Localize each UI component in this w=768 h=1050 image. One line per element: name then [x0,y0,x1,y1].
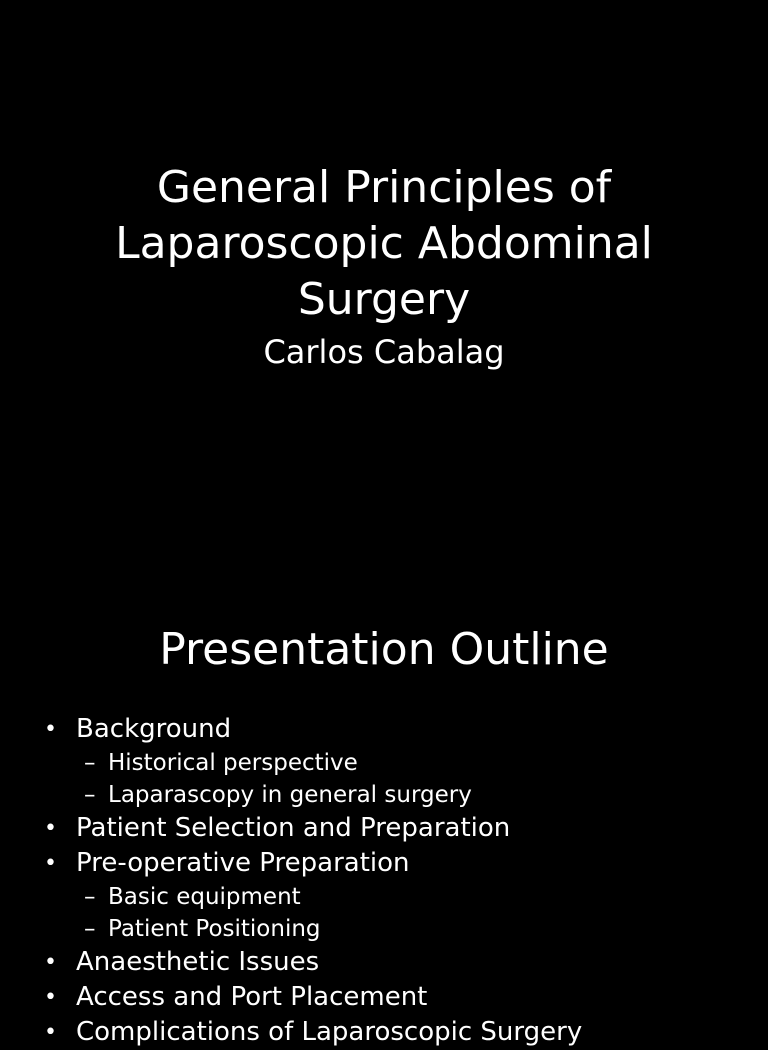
outline-bullet-item [0,811,768,846]
bullet-marker: • [44,816,57,841]
slide-title-line: Surgery [297,274,471,325]
outline-sub-item [0,881,768,913]
outline-bullet-item [0,846,768,881]
outline-sub-item [0,913,768,945]
outline-item-text: Historical perspective [108,750,358,776]
outline-bullet-item [0,712,768,747]
outline-item-text: Basic equipment [108,884,301,910]
outline-bullet-item [0,945,768,980]
outline-item-text: Access and Port Placement [76,982,428,1012]
bullet-marker: • [44,985,57,1010]
slide-title-line: General Principles of [156,162,612,213]
outline-bullet-item [0,1015,768,1050]
outline-item-text: Anaesthetic Issues [76,947,320,977]
outline-item-text: Patient Positioning [108,916,321,942]
outline-item-text: Laparascopy in general surgery [108,782,472,808]
slide-title-line: Laparoscopic Abdominal [115,218,653,269]
dash-marker: – [84,916,96,942]
outline-sub-item [0,779,768,811]
bullet-marker: • [44,1020,57,1045]
dash-marker: – [84,782,96,808]
bullet-marker: • [44,950,57,975]
outline-title: Presentation Outline [159,624,609,675]
slide-title [40,160,728,328]
bullet-marker: • [44,717,57,742]
author-name: Carlos Cabalag [263,333,505,371]
outline-item-text: Patient Selection and Preparation [76,813,511,843]
outline-sub-item [0,747,768,779]
outline-item-text: Pre-operative Preparation [76,848,410,878]
bullet-marker: • [44,851,57,876]
outline-slide [0,560,768,1047]
outline-item-text: Background [76,714,232,744]
dash-marker: – [84,750,96,776]
dash-marker: – [84,884,96,910]
outline-list [0,712,768,1050]
outline-item-text: Complications of Laparoscopic Surgery [76,1017,583,1047]
outline-bullet-item [0,980,768,1015]
